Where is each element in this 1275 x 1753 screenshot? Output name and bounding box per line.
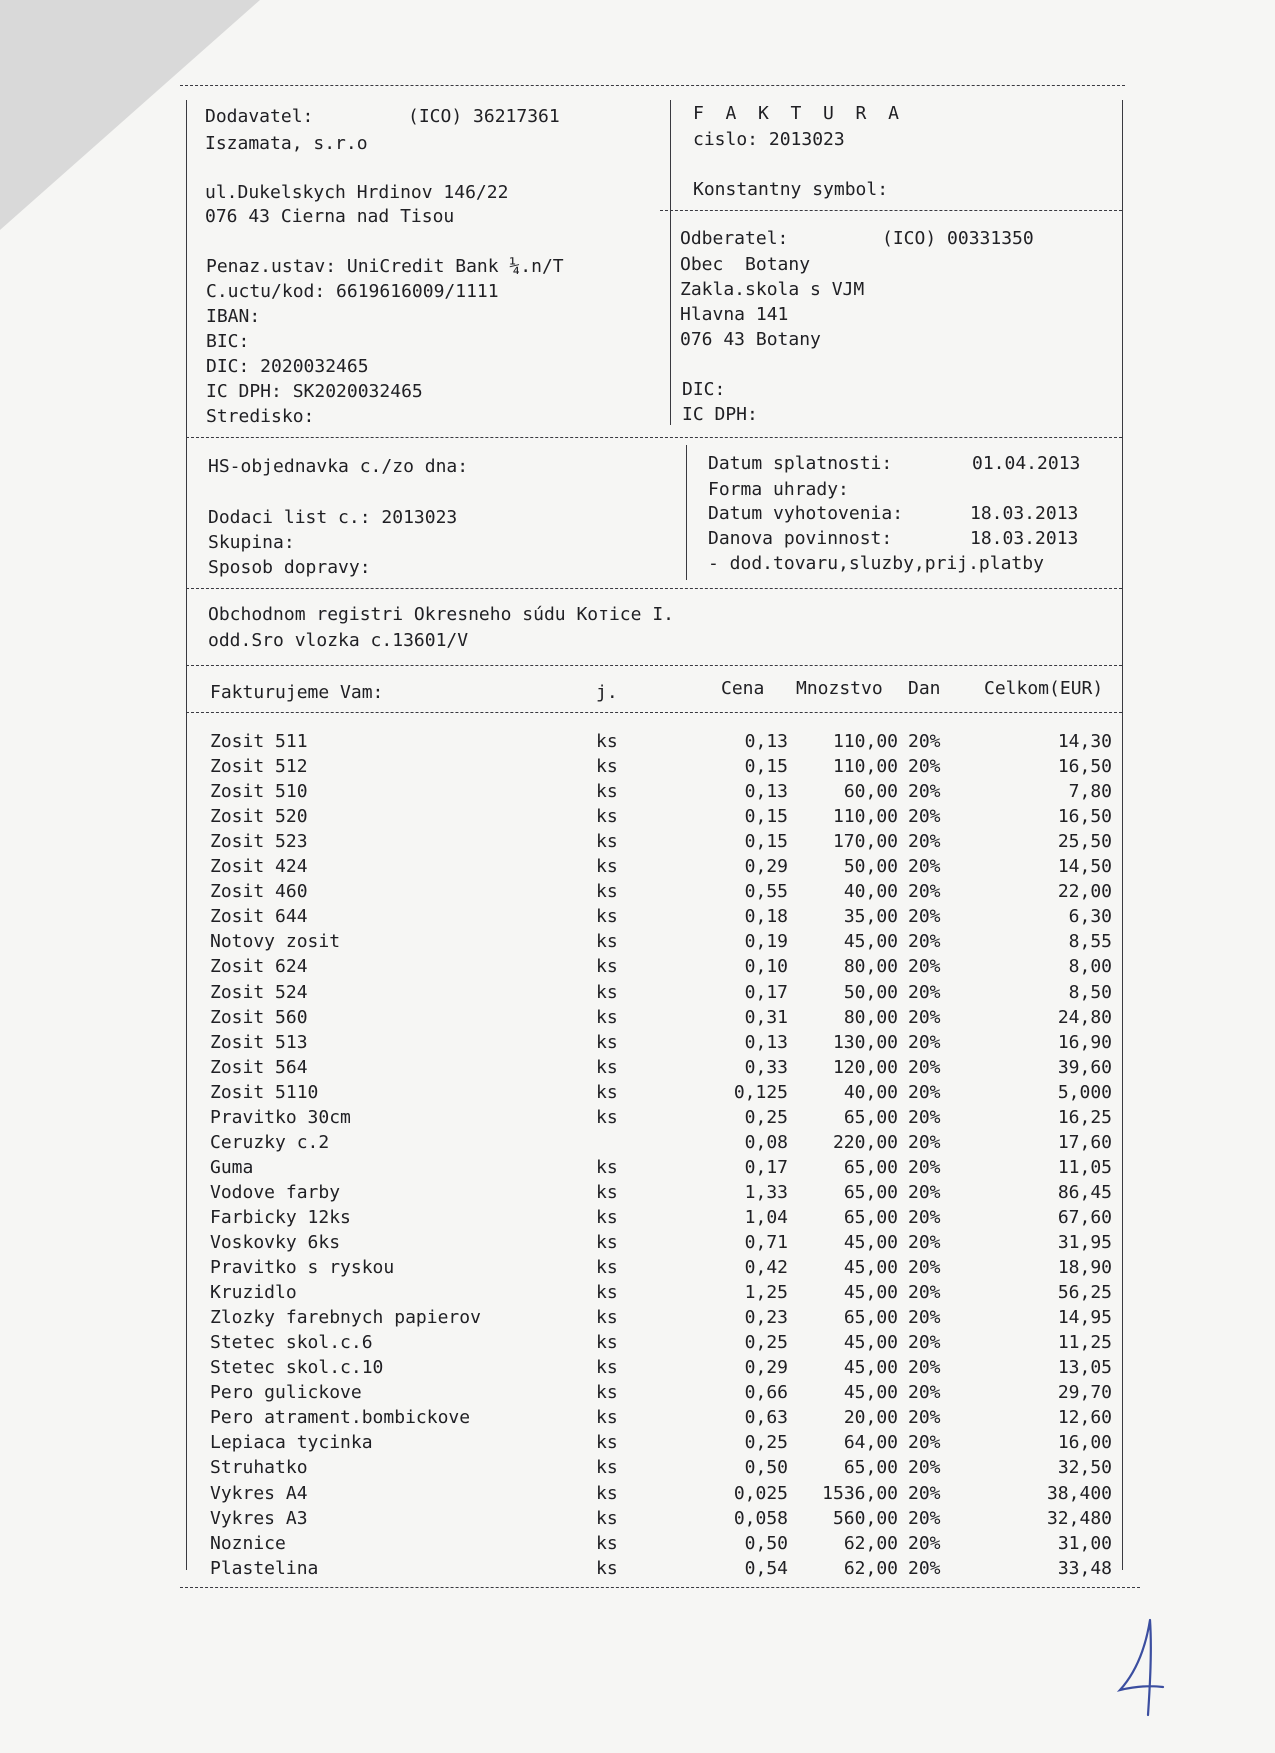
order-doprava: Sposob dopravy:	[208, 557, 371, 578]
item-qty: 64,00	[843, 1432, 898, 1454]
item-name: Zosit 524	[210, 981, 308, 1003]
item-name: Guma	[210, 1156, 254, 1178]
item-total: 8,55	[1068, 931, 1112, 953]
item-total: 11,25	[1057, 1332, 1112, 1354]
item-total: 16,00	[1057, 1432, 1112, 1454]
item-tax: 20%	[908, 906, 941, 928]
item-tax: 20%	[908, 956, 941, 978]
item-qty: 110,00	[832, 731, 898, 752]
item-name: Zlozky farebnych papierov	[210, 1307, 481, 1329]
item-name: Farbicky 12ks	[210, 1206, 351, 1228]
item-total: 8,50	[1068, 981, 1112, 1003]
item-unit: ks	[596, 1257, 618, 1279]
item-price: 0,54	[744, 1557, 788, 1579]
tax-date-label: Danova povinnost:	[708, 528, 893, 549]
item-price: 0,33	[744, 1056, 788, 1078]
item-unit: ks	[596, 1006, 618, 1028]
item-name: Notovy zosit	[210, 931, 341, 953]
item-unit: ks	[596, 1507, 618, 1529]
item-qty: 65,00	[843, 1457, 898, 1479]
item-tax: 20%	[908, 1031, 941, 1053]
item-price: 0,71	[744, 1232, 788, 1253]
col-header-qty: Mnozstvo	[796, 678, 883, 699]
item-tax: 20%	[908, 1507, 941, 1529]
item-unit: ks	[596, 1206, 618, 1228]
invoice-title: F A K T U R A	[693, 103, 899, 124]
item-total: 31,00	[1057, 1532, 1112, 1554]
item-price: 0,13	[744, 731, 788, 752]
item-name: Struhatko	[210, 1457, 308, 1479]
item-name: Noznice	[210, 1532, 286, 1554]
item-tax: 20%	[908, 1432, 941, 1454]
issue-date: 18.03.2013	[970, 503, 1079, 524]
item-price: 0,17	[744, 981, 788, 1003]
item-name: Zosit 564	[210, 1056, 308, 1078]
item-unit: ks	[596, 1532, 618, 1554]
item-total: 16,50	[1057, 806, 1112, 828]
item-name: Zosit 560	[210, 1006, 308, 1028]
item-tax: 20%	[908, 831, 941, 853]
supplier-bic: BIC:	[206, 331, 250, 352]
item-tax: 20%	[908, 881, 941, 903]
item-name: Zosit 424	[210, 856, 308, 878]
frame-right	[1122, 100, 1123, 1570]
item-total: 5,000	[1057, 1081, 1112, 1103]
order-hs: HS-objednavka c./zo dna:	[208, 456, 469, 477]
item-price: 0,15	[744, 806, 788, 828]
supplier-iban: IBAN:	[206, 306, 261, 327]
item-price: 0,10	[744, 956, 788, 978]
item-name: Stetec skol.c.10	[210, 1357, 384, 1379]
item-name: Zosit 5110	[210, 1081, 319, 1103]
item-total: 14,30	[1057, 731, 1112, 752]
item-qty: 45,00	[843, 931, 898, 953]
item-unit: ks	[596, 731, 618, 752]
item-qty: 40,00	[843, 881, 898, 903]
customer-line2: Zakla.skola s VJM	[680, 279, 865, 300]
item-qty: 65,00	[843, 1106, 898, 1128]
item-qty: 65,00	[843, 1156, 898, 1178]
item-qty: 62,00	[843, 1557, 898, 1579]
item-tax: 20%	[908, 1457, 941, 1479]
item-total: 11,05	[1057, 1156, 1112, 1178]
item-name: Zosit 624	[210, 956, 308, 978]
item-name: Vykres A3	[210, 1507, 308, 1529]
frame-middle-lower	[686, 445, 687, 580]
tax-date-note: - dod.tovaru,sluzby,prij.platby	[708, 553, 1044, 574]
item-tax: 20%	[908, 1006, 941, 1028]
item-name: Zosit 511	[210, 731, 308, 752]
item-unit: ks	[596, 1081, 618, 1103]
item-total: 22,00	[1057, 881, 1112, 903]
col-header-tax: Dan	[908, 678, 941, 699]
item-tax: 20%	[908, 1257, 941, 1279]
item-price: 0,55	[744, 881, 788, 903]
item-name: Zosit 520	[210, 806, 308, 828]
item-tax: 20%	[908, 1056, 941, 1078]
item-qty: 45,00	[843, 1332, 898, 1354]
item-price: 0,50	[744, 1457, 788, 1479]
item-price: 0,31	[744, 1006, 788, 1028]
item-price: 0,15	[744, 756, 788, 778]
divider-bottom	[180, 1587, 1140, 1588]
item-price: 1,04	[744, 1206, 788, 1228]
divider-registry	[186, 588, 1122, 589]
item-tax: 20%	[908, 1382, 941, 1404]
supplier-name: Iszamata, s.r.o	[205, 133, 368, 154]
due-date: 01.04.2013	[972, 453, 1081, 474]
item-price: 0,13	[744, 781, 788, 803]
item-unit: ks	[596, 831, 618, 853]
item-unit: ks	[596, 1482, 618, 1504]
item-name: Stetec skol.c.6	[210, 1332, 373, 1354]
divider-customer	[660, 210, 1122, 211]
item-name: Vodove farby	[210, 1181, 341, 1203]
item-price: 0,08	[744, 1131, 788, 1153]
item-qty: 65,00	[843, 1206, 898, 1228]
item-unit: ks	[596, 1382, 618, 1404]
item-total: 6,30	[1068, 906, 1112, 928]
supplier-stredisko: Stredisko:	[206, 406, 315, 427]
item-tax: 20%	[908, 981, 941, 1003]
item-tax: 20%	[908, 1532, 941, 1554]
item-total: 18,90	[1057, 1257, 1112, 1279]
item-tax: 20%	[908, 1307, 941, 1329]
item-qty: 50,00	[843, 981, 898, 1003]
item-total: 14,50	[1057, 856, 1112, 878]
item-tax: 20%	[908, 1557, 941, 1579]
item-unit: ks	[596, 756, 618, 778]
item-unit: ks	[596, 881, 618, 903]
item-price: 1,33	[744, 1181, 788, 1203]
item-qty: 45,00	[843, 1357, 898, 1379]
item-unit: ks	[596, 1232, 618, 1253]
registry-line2: odd.Sro vlozka c.13601/V	[208, 630, 469, 651]
order-dodaci: Dodaci list c.: 2013023	[208, 507, 458, 528]
item-tax: 20%	[908, 1131, 941, 1153]
item-unit: ks	[596, 1106, 618, 1128]
item-tax: 20%	[908, 1181, 941, 1203]
item-price: 0,17	[744, 1156, 788, 1178]
item-tax: 20%	[908, 1156, 941, 1178]
item-qty: 62,00	[843, 1532, 898, 1554]
item-name: Pravitko s ryskou	[210, 1257, 395, 1279]
customer-line3: Hlavna 141	[680, 304, 789, 325]
frame-left	[186, 100, 187, 1570]
item-unit: ks	[596, 1407, 618, 1429]
item-unit: ks	[596, 1432, 618, 1454]
item-price: 0,18	[744, 906, 788, 928]
item-name: Ceruzky c.2	[210, 1131, 330, 1153]
item-total: 31,95	[1057, 1232, 1112, 1253]
item-name: Zosit 513	[210, 1031, 308, 1053]
col-header-total: Celkom(EUR)	[984, 678, 1104, 699]
item-price: 0,13	[744, 1031, 788, 1053]
item-tax: 20%	[908, 931, 941, 953]
item-total: 16,90	[1057, 1031, 1112, 1053]
item-price: 0,50	[744, 1532, 788, 1554]
item-name: Voskovky 6ks	[210, 1232, 341, 1253]
item-total: 32,480	[1046, 1507, 1112, 1529]
item-unit: ks	[596, 781, 618, 803]
item-unit: ks	[596, 1357, 618, 1379]
divider-table-top	[186, 665, 1122, 666]
item-tax: 20%	[908, 756, 941, 778]
item-tax: 20%	[908, 1407, 941, 1429]
item-unit: ks	[596, 1031, 618, 1053]
item-qty: 60,00	[843, 781, 898, 803]
item-qty: 110,00	[832, 756, 898, 778]
item-name: Pero gulickove	[210, 1382, 362, 1404]
supplier-dic: DIC: 2020032465	[206, 356, 369, 377]
item-tax: 20%	[908, 1106, 941, 1128]
item-total: 7,80	[1068, 781, 1112, 803]
item-name: Pero atrament.bombickove	[210, 1407, 471, 1429]
item-qty: 50,00	[843, 856, 898, 878]
item-qty: 45,00	[843, 1257, 898, 1279]
item-unit: ks	[596, 1156, 618, 1178]
item-total: 16,50	[1057, 756, 1112, 778]
item-qty: 130,00	[832, 1031, 898, 1053]
item-qty: 45,00	[843, 1232, 898, 1253]
col-header-item: Fakturujeme Vam:	[210, 682, 384, 703]
item-total: 16,25	[1057, 1106, 1112, 1128]
item-tax: 20%	[908, 806, 941, 828]
divider-order	[186, 437, 1122, 438]
item-qty: 65,00	[843, 1181, 898, 1203]
item-unit: ks	[596, 981, 618, 1003]
item-qty: 220,00	[832, 1131, 898, 1153]
item-tax: 20%	[908, 1081, 941, 1103]
item-tax: 20%	[908, 1357, 941, 1379]
item-price: 0,63	[744, 1407, 788, 1429]
item-qty: 1536,00	[822, 1482, 898, 1504]
item-tax: 20%	[908, 1282, 941, 1304]
item-price: 0,19	[744, 931, 788, 953]
item-qty: 560,00	[832, 1507, 898, 1529]
item-unit: ks	[596, 1181, 618, 1203]
item-unit: ks	[596, 1457, 618, 1479]
due-date-label: Datum splatnosti:	[708, 453, 893, 474]
item-price: 0,29	[744, 856, 788, 878]
item-unit: ks	[596, 856, 618, 878]
item-price: 0,25	[744, 1106, 788, 1128]
customer-ic-dph: IC DPH:	[682, 404, 758, 425]
col-header-unit: j.	[596, 682, 618, 703]
item-unit: ks	[596, 1332, 618, 1354]
item-tax: 20%	[908, 1482, 941, 1504]
item-total: 39,60	[1057, 1056, 1112, 1078]
item-price: 0,66	[744, 1382, 788, 1404]
item-total: 12,60	[1057, 1407, 1112, 1429]
item-name: Lepiaca tycinka	[210, 1432, 373, 1454]
supplier-account: C.uctu/kod: 6619616009/1111	[206, 281, 499, 302]
item-name: Zosit 460	[210, 881, 308, 903]
item-unit: ks	[596, 906, 618, 928]
item-total: 86,45	[1057, 1181, 1112, 1203]
supplier-ic-dph: IC DPH: SK2020032465	[206, 381, 423, 402]
item-price: 1,25	[744, 1282, 788, 1304]
customer-dic: DIC:	[682, 379, 726, 400]
issue-date-label: Datum vyhotovenia:	[708, 503, 904, 524]
item-qty: 80,00	[843, 1006, 898, 1028]
item-name: Kruzidlo	[210, 1282, 297, 1304]
item-total: 24,80	[1057, 1006, 1112, 1028]
item-total: 8,00	[1068, 956, 1112, 978]
frame-middle-upper	[670, 100, 671, 425]
item-qty: 80,00	[843, 956, 898, 978]
item-tax: 20%	[908, 1206, 941, 1228]
item-unit: ks	[596, 931, 618, 953]
item-qty: 45,00	[843, 1382, 898, 1404]
handwritten-signature	[1108, 1615, 1188, 1725]
item-qty: 110,00	[832, 806, 898, 828]
item-name: Plastelina	[210, 1557, 319, 1579]
item-name: Vykres A4	[210, 1482, 308, 1504]
item-total: 25,50	[1057, 831, 1112, 853]
item-unit: ks	[596, 956, 618, 978]
item-total: 29,70	[1057, 1382, 1112, 1404]
item-tax: 20%	[908, 1232, 941, 1253]
col-header-price: Cena	[721, 678, 765, 699]
item-price: 0,25	[744, 1332, 788, 1354]
divider-top	[180, 85, 1125, 86]
item-name: Zosit 523	[210, 831, 308, 853]
item-price: 0,29	[744, 1357, 788, 1379]
item-qty: 20,00	[843, 1407, 898, 1429]
item-tax: 20%	[908, 781, 941, 803]
supplier-street: ul.Dukelskych Hrdinov 146/22	[205, 182, 509, 203]
item-price: 0,42	[744, 1257, 788, 1279]
item-tax: 20%	[908, 856, 941, 878]
order-skupina: Skupina:	[208, 532, 295, 553]
item-qty: 40,00	[843, 1081, 898, 1103]
customer-line4: 076 43 Botany	[680, 329, 821, 350]
item-unit: ks	[596, 1282, 618, 1304]
item-total: 14,95	[1057, 1307, 1112, 1329]
registry-line1: Obchodnom registri Okresneho súdu Koтice I.	[208, 604, 674, 625]
divider-table-header	[186, 712, 1122, 713]
item-total: 13,05	[1057, 1357, 1112, 1379]
constant-symbol-label: Konstantny symbol:	[693, 179, 889, 200]
item-unit: ks	[596, 1056, 618, 1078]
item-price: 0,025	[733, 1482, 788, 1504]
item-name: Zosit 510	[210, 781, 308, 803]
supplier-ico: (ICO) 36217361	[408, 106, 560, 127]
supplier-city: 076 43 Cierna nad Tisou	[205, 206, 455, 227]
item-name: Pravitko 30cm	[210, 1106, 351, 1128]
item-total: 33,48	[1057, 1557, 1112, 1579]
item-tax: 20%	[908, 731, 941, 752]
item-price: 0,23	[744, 1307, 788, 1329]
customer-ico: (ICO) 00331350	[882, 228, 1034, 249]
item-price: 0,058	[733, 1507, 788, 1529]
item-unit: ks	[596, 1557, 618, 1579]
item-unit: ks	[596, 1307, 618, 1329]
item-qty: 65,00	[843, 1307, 898, 1329]
item-tax: 20%	[908, 1332, 941, 1354]
item-qty: 120,00	[832, 1056, 898, 1078]
payment-form-label: Forma uhrady:	[708, 479, 849, 500]
invoice-number: cislo: 2013023	[693, 129, 845, 150]
tax-date: 18.03.2013	[970, 528, 1079, 549]
item-total: 56,25	[1057, 1282, 1112, 1304]
item-total: 67,60	[1057, 1206, 1112, 1228]
item-name: Zosit 512	[210, 756, 308, 778]
item-price: 0,125	[733, 1081, 788, 1103]
item-qty: 35,00	[843, 906, 898, 928]
item-unit: ks	[596, 806, 618, 828]
item-price: 0,15	[744, 831, 788, 853]
customer-label: Odberatel:	[680, 228, 789, 249]
item-total: 38,400	[1046, 1482, 1112, 1504]
item-qty: 170,00	[832, 831, 898, 853]
customer-line1: Obec Botany	[680, 254, 811, 275]
supplier-label: Dodavatel:	[205, 106, 314, 127]
item-total: 32,50	[1057, 1457, 1112, 1479]
item-name: Zosit 644	[210, 906, 308, 928]
supplier-bank: Penaz.ustav: UniCredit Bank ¼.n/T	[206, 256, 564, 277]
item-price: 0,25	[744, 1432, 788, 1454]
item-total: 17,60	[1057, 1131, 1112, 1153]
item-qty: 45,00	[843, 1282, 898, 1304]
